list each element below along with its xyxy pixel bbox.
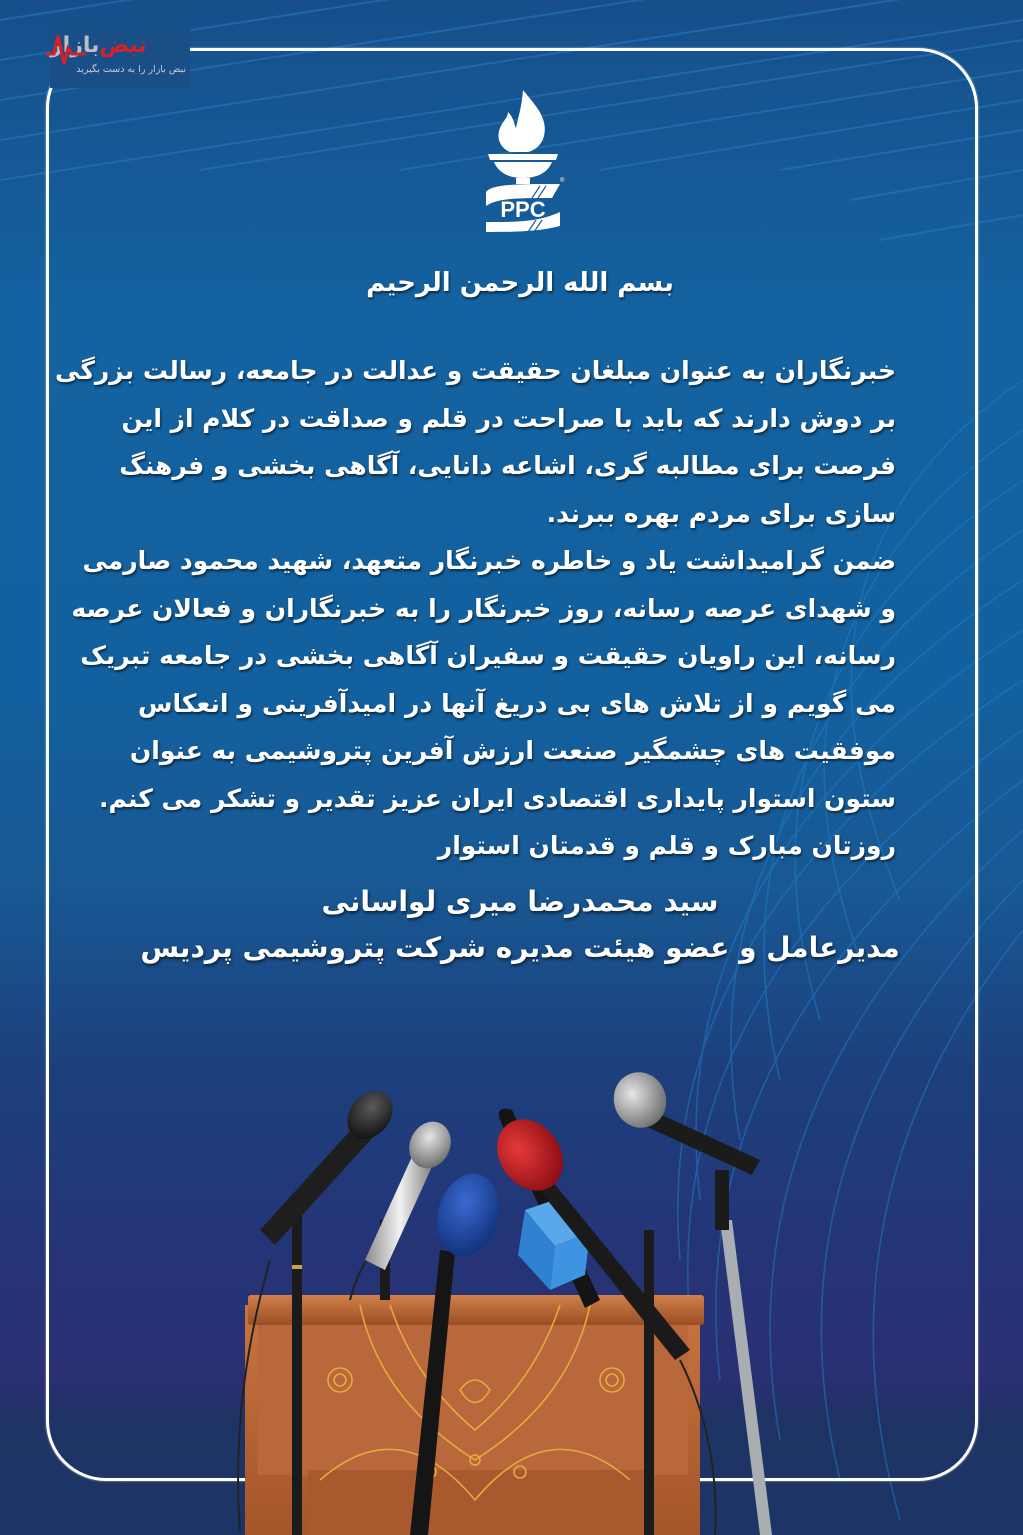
message-line: موفقیت های چشمگیر صنعت ارزش آفرین پتروشیمی به عنوان (129, 736, 896, 765)
wooden-podium (245, 1295, 704, 1535)
message-body (55, 347, 896, 870)
message-line: روزتان مبارک و قلم و قدمتان استوار (437, 831, 896, 860)
message-line: ضمن گرامیداشت یاد و خاطره خبرنگار متعهد، شهید محمود صارمی (82, 546, 896, 575)
message-line: می گویم و از تلاش های بی دریغ آنها در امیدآفرینی و انعکاس (138, 688, 896, 718)
message-line: و شهدای عرصه رسانه، روز خبرنگار را به خبرنگاران و فعالان عرصه (71, 593, 896, 623)
watermark-brand-red: نبض (99, 32, 147, 58)
heartbeat-line-icon (46, 32, 86, 66)
message-line: فرصت برای مطالبه گری، اشاعه دانایی، آگاهی بخشی و فرهنگ (119, 451, 896, 480)
torch-flame-icon (488, 90, 558, 184)
registered-mark: ® (560, 178, 565, 184)
basmala-heading: بسم الله الرحمن الرحیم (366, 268, 674, 298)
signatory-title: مدیرعامل و عضو هیئت مدیره شرکت پتروشیمی پردیس (140, 931, 900, 964)
watermark-brand (50, 30, 190, 60)
message-line: خبرنگاران به عنوان مبلغان حقیقت و عدالت در جامعه، رسالت بزرگی (55, 356, 896, 385)
watermark-logo (50, 28, 190, 88)
message-line: رسانه، این راویان حقیقت و سفیران آگاهی بخشی در جامعه تبریک (80, 641, 896, 670)
ppc-logo (478, 88, 568, 233)
watermark-brand-grey: بازار (50, 32, 100, 58)
watermark-tagline: نبض بازار را به دست بگیرید (76, 64, 186, 75)
signatory-name: سید محمدرضا میری لواسانی (321, 885, 719, 918)
message-line: سازی برای مردم بهره ببرند. (546, 498, 896, 528)
microphones-podium-illustration (200, 1060, 820, 1535)
message-line: ستون استوار پایداری اقتصادی ایران عزیز تقدیر و تشکر می کنم. (98, 783, 896, 813)
message-line: بر دوش دارند که باید با صراحت در قلم و صداقت در کلام از این (121, 403, 896, 433)
logo-ppc-text: PPC (500, 197, 546, 222)
signature-block (130, 880, 910, 972)
